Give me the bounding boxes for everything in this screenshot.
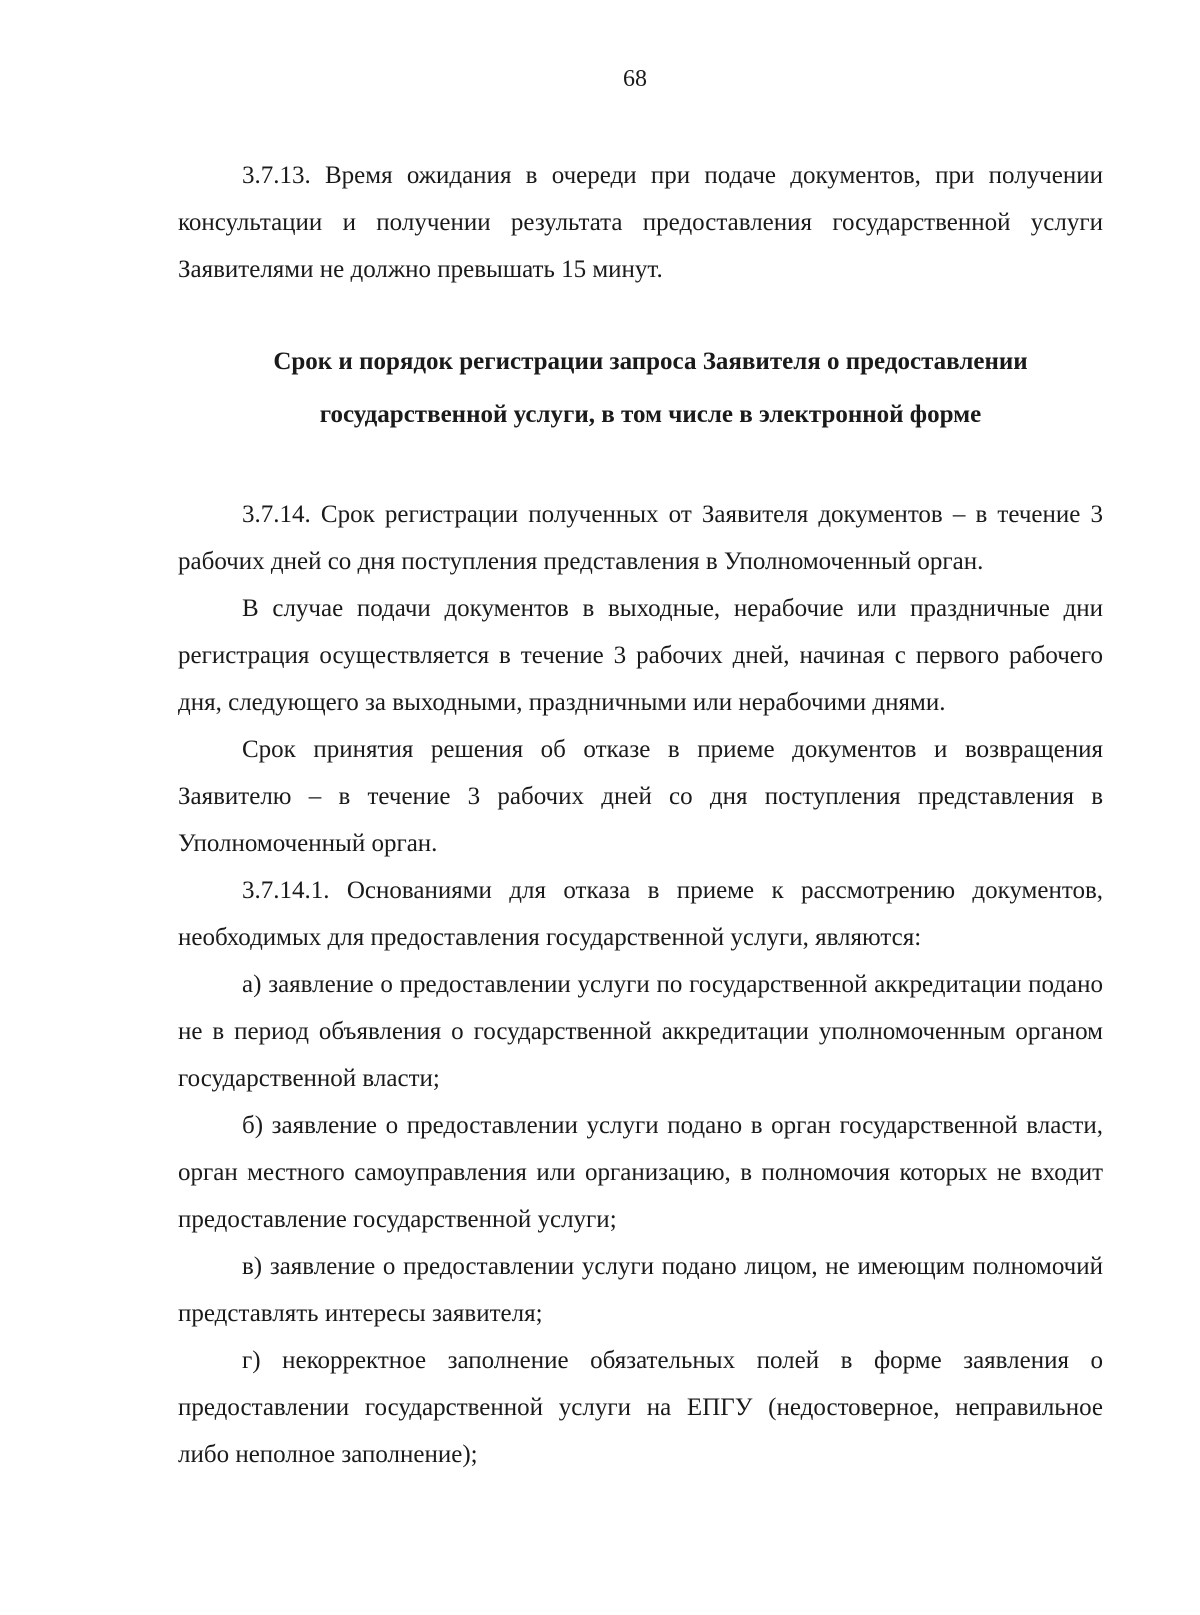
paragraph-3-7-14-1: 3.7.14.1. Основаниями для отказа в приеме к рассмотрению документов, необходимых для предоставления государственной услуги, являются: — [178, 877, 1103, 951]
paragraph-refusal-term: Срок принятия решения об отказе в приеме документов и возвращения Заявителю – в течение 3 рабочих дней со дня поступления представления в Уполномоченный орган. — [178, 736, 1103, 857]
list-item-v: в) заявление о предоставлении услуги подано лицом, не имеющим полномочий представлять интересы заявителя; — [178, 1253, 1103, 1327]
paragraph-3-7-13: 3.7.13. Время ожидания в очереди при подаче документов, при получении консультации и получении результата предоставления государственной услуги Заявителями не должно превышать 15 минут. — [178, 162, 1103, 283]
list-item-g: г) некорректное заполнение обязательных полей в форме заявления о предоставлении государственной услуги на ЕПГУ (недостоверное, неправильное либо неполное заполнение); — [178, 1347, 1103, 1468]
section-heading — [178, 335, 1103, 441]
section-heading-line-2: государственной услуги, в том числе в электронной форме — [319, 401, 982, 428]
list-item-a: а) заявление о предоставлении услуги по государственной аккредитации подано не в период объявления о государственной аккредитации уполномоченным органом государственной власти; — [178, 971, 1103, 1092]
section-heading-line-1: Срок и порядок регистрации запроса Заявителя о предоставлении — [273, 348, 1028, 375]
paragraph-3-7-14: 3.7.14. Срок регистрации полученных от Заявителя документов – в течение 3 рабочих дней со дня поступления представления в Уполномоченный орган. — [178, 501, 1103, 575]
page-number: 68 — [623, 66, 647, 92]
list-item-b: б) заявление о предоставлении услуги подано в орган государственной власти, орган местного самоуправления или организацию, в полномочия которых не входит предоставление государственной услуги; — [178, 1112, 1103, 1233]
document-body — [178, 152, 1103, 1478]
paragraph-weekend-registration: В случае подачи документов в выходные, нерабочие или праздничные дни регистрация осуществляется в течение 3 рабочих дней, начиная с первого рабочего дня, следующего за выходными, праздничными или нерабочими днями. — [178, 595, 1103, 716]
